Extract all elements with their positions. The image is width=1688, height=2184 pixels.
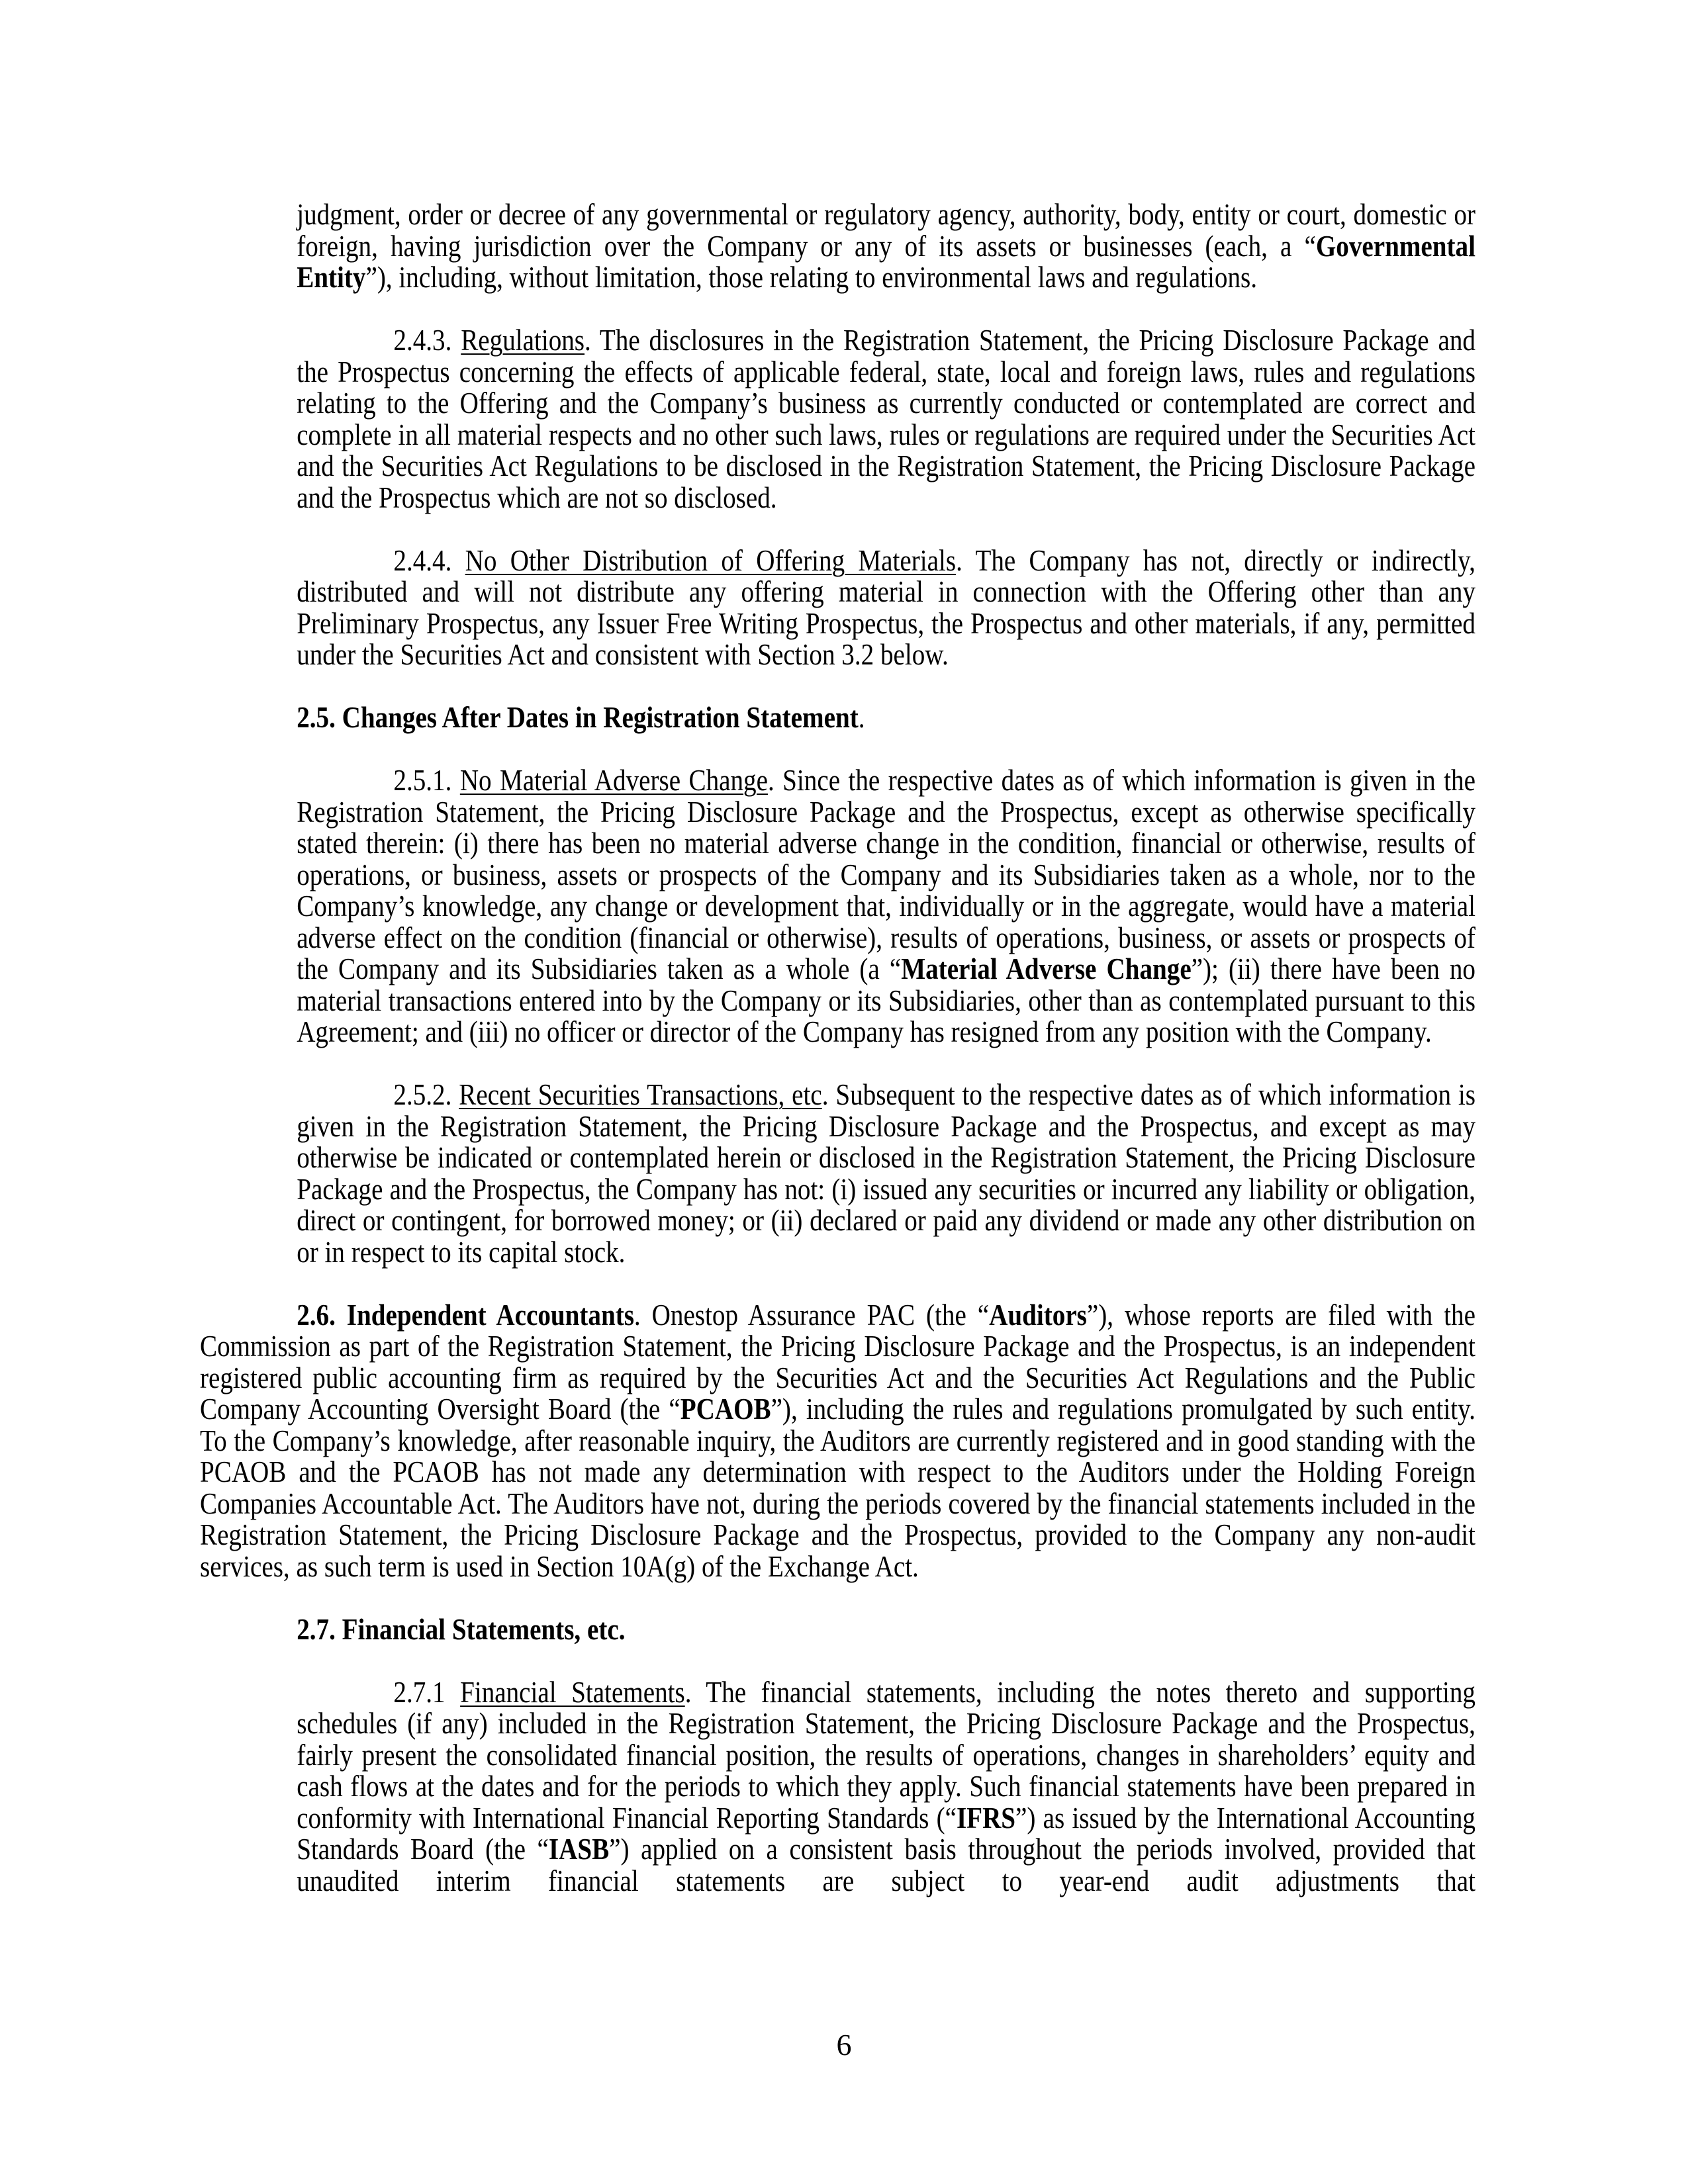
text-run: . The disclosures in the Registration Statement, the Pricing Disclosure Package and the Prospectus concerning the effects of applicable federal, state, local and foreign laws, rules and regulations relating to the Offering and the Company’s business as currently conducted or contemplated are correct and complete in all material respects and no other such laws, rules or regulations are required under the Securities Act and the Securities Act Regulations to be disclosed in the Registration Statement, the Pricing Disclosure Package and the Prospectus which are not so disclosed.	[297, 323, 1476, 514]
text-run: 2.5.1.	[393, 763, 460, 797]
text-run: ”) as issued by the International Accounting Standards Board (the “	[297, 1800, 1476, 1866]
bold-term: 2.6. Independent Accountants	[297, 1297, 634, 1332]
text-run: . Subsequent to the respective dates as of which information is given in the Registration Statement, the Pricing Disclosure Package and the Prospectus, and except as may otherwise be indicated or contemplated herein or disclosed in the Registration Statement, the Pricing Disclosure Package and the Prospectus, the Company has not: (i) issued any securities or incurred any liability or obligation, direct or contingent, for borrowed money; or (ii) declared or paid any dividend or made any other distribution on or in respect to its capital stock.	[297, 1077, 1476, 1269]
text-run: 2.7.1	[393, 1674, 461, 1709]
bold-term: 2.7. Financial Statements, etc.	[297, 1612, 626, 1646]
text-run: ”), including, without limitation, those relating to environmental laws and regulations.	[365, 260, 1257, 294]
underlined-caption: Regulations	[461, 323, 585, 357]
text-run: ”), whose reports are filed with the Commission as part of the Registration Statement, the Pricing Disclosure Package and the Prospectus, is an independent registered public accounting firm as required by the Securities Act and the Securities Act Regulations and the Public Company Accounting Oversight Board (the “	[200, 1297, 1476, 1426]
page-number: 6	[836, 2028, 852, 2062]
text-run: 2.4.3.	[393, 323, 461, 357]
bold-term: IASB	[548, 1832, 610, 1866]
section-heading	[297, 1614, 1476, 1645]
bold-term: IFRS	[956, 1800, 1016, 1835]
bold-term: Governmental Entity	[297, 228, 1476, 294]
continued-paragraph	[297, 199, 1476, 293]
text-run: . Onestop Assurance PAC (the “	[633, 1297, 990, 1332]
section-paragraph	[200, 1299, 1476, 1582]
text-run: .	[858, 700, 865, 734]
underlined-caption: No Other Distribution of Offering Materials	[465, 543, 957, 577]
section-heading	[297, 702, 1476, 733]
text-run: judgment, order or decree of any governmental or regulatory agency, authority, body, entity or court, domestic or foreign, having jurisdiction over the Company or any of its assets or businesses (each, a “	[297, 197, 1476, 263]
bold-term: Material Adverse Change	[901, 952, 1192, 985]
subsection-paragraph	[297, 1079, 1476, 1267]
text-run: ”) applied on a consistent basis throughout the periods involved, provided that unaudited interim financial statements are subject to year-end audit adjustments that	[297, 1832, 1476, 1897]
bold-term: Auditors	[989, 1297, 1087, 1332]
text-run: . The financial statements, including the notes thereto and supporting schedules (if any) included in the Registration Statement, the Pricing Disclosure Package and the Prospectus, fairly present the consolidated financial position, the results of operations, changes in shareholders’ equity and cash flows at the dates and for the periods to which they apply. Such financial statements have been prepared in conformity with International Financial Reporting Standards (“	[297, 1674, 1476, 1835]
bold-term: 2.5. Changes After Dates in Registration Statement	[297, 700, 859, 734]
subsection-paragraph	[297, 324, 1476, 513]
subsection-paragraph	[297, 1676, 1476, 1897]
text-run: 2.4.4.	[393, 543, 465, 577]
text-run: . Since the respective dates as of which information is given in the Registration Statement, the Pricing Disclosure Package and the Prospectus, except as otherwise specifically stated therein: (i) there has been no material adverse change in the condition, financial or otherwise, results of operations, or business, assets or prospects of the Company and its Subsidiaries taken as a whole, nor to the Company’s knowledge, any change or development that, individually or in the aggregate, would have a material adverse effect on the condition (financial or otherwise), results of operations, business, or assets or prospects of the Company and its Subsidiaries taken as a whole (a “	[297, 763, 1476, 985]
subsection-paragraph	[297, 764, 1476, 1048]
underlined-caption: Financial Statements	[460, 1674, 685, 1709]
text-run: ”), including the rules and regulations promulgated by such entity. To the Company’s knowledge, after reasonable inquiry, the Auditors are currently registered and in good standing with the PCAOB and the PCAOB has not made any determination with respect to the Auditors under the Holding Foreign Companies Accountable Act. The Auditors have not, during the periods covered by the financial statements included in the Registration Statement, the Pricing Disclosure Package and the Prospectus, provided to the Company any non-audit services, as such term is used in Section 10A(g) of the Exchange Act.	[200, 1392, 1476, 1583]
text-run: . The Company has not, directly or indirectly, distributed and will not distribute any offering material in connection with the Offering other than any Preliminary Prospectus, any Issuer Free Writing Prospectus, the Prospectus and other materials, if any, permitted under the Securities Act and consistent with Section 3.2 below.	[297, 543, 1476, 671]
underlined-caption: No Material Adverse Change	[459, 763, 768, 797]
text-run: ”); (ii) there have been no material transactions entered into by the Company or its Subsidiaries, other than as contemplated pursuant to this Agreement; and (iii) no officer or director of the Company has resigned from any position with the Company.	[297, 952, 1476, 1048]
text-run: 2.5.2.	[393, 1077, 459, 1111]
subsection-paragraph	[297, 545, 1476, 670]
bold-term: PCAOB	[680, 1392, 771, 1426]
document-body	[200, 199, 1476, 1928]
underlined-caption: Recent Securities Transactions, etc	[459, 1077, 822, 1111]
